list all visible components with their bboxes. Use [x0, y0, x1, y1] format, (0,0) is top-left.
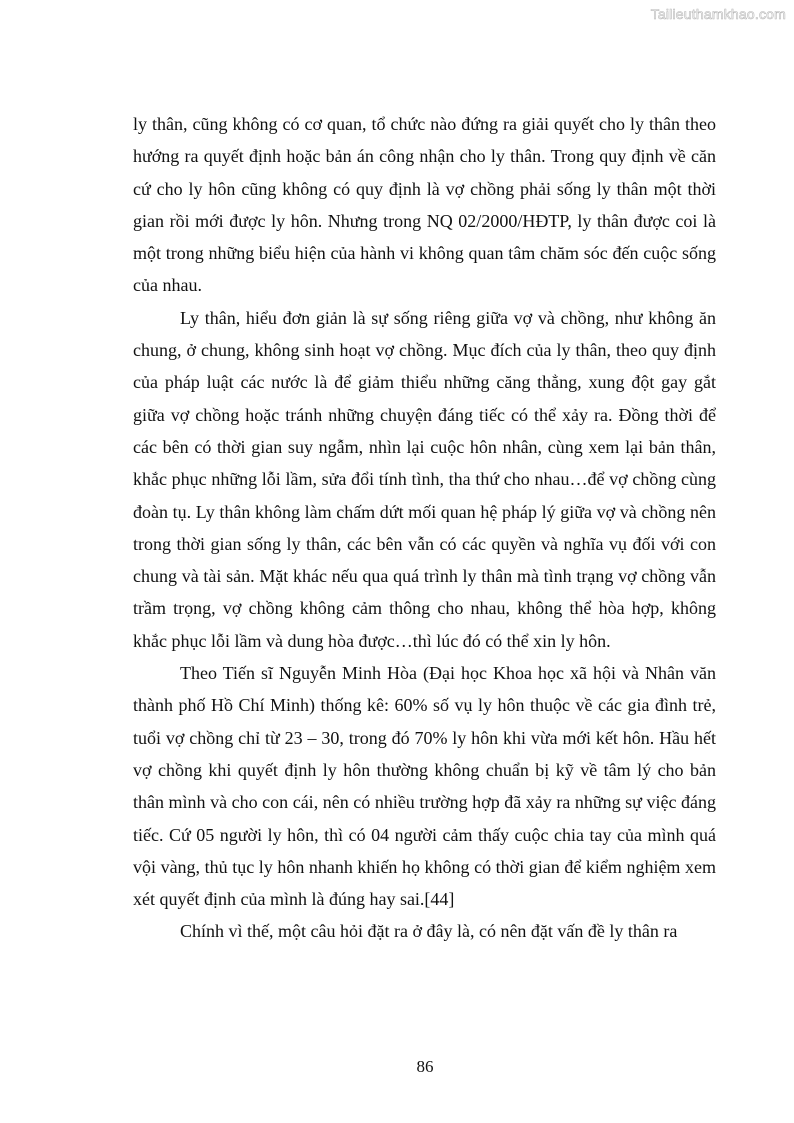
body-text [133, 108, 716, 948]
paragraph-statistics: Theo Tiến sĩ Nguyễn Minh Hòa (Đại học Khoa học xã hội và Nhân văn thành phố Hồ Chí Minh) thống kê: 60% số vụ ly hôn thuộc về các gia đình trẻ, tuổi vợ chồng chỉ từ 23 – 30, trong đó 70% ly hôn khi vừa mới kết hôn. Hầu hết vợ chồng khi quyết định ly hôn thường không chuẩn bị kỹ về tâm lý cho bản thân mình và cho con cái, nên có nhiều trường hợp đã xảy ra những sự việc đáng tiếc. Cứ 05 người ly hôn, thì có 04 người cảm thấy cuộc chia tay của mình quá vội vàng, thủ tục ly hôn nhanh khiến họ không có thời gian để kiểm nghiệm xem xét quyết định của mình là đúng hay sai.[44] [133, 663, 716, 910]
page-number: 86 [416, 1057, 434, 1076]
paragraph-separation-definition: Ly thân, hiểu đơn giản là sự sống riêng giữa vợ và chồng, như không ăn chung, ở chung, không sinh hoạt vợ chồng. Mục đích của ly thân, theo quy định của pháp luật các nước là để giảm thiểu những căng thẳng, xung đột gay gắt giữa vợ chồng hoặc tránh những chuyện đáng tiếc có thể xảy ra. Đồng thời để các bên có thời gian suy ngẫm, nhìn lại cuộc hôn nhân, cùng xem lại bản thân, khắc phục những lỗi lầm, sửa đổi tính tình, tha thứ cho nhau…để vợ chồng cùng đoàn tụ. Ly thân không làm chấm dứt mối quan hệ pháp lý giữa vợ và chồng nên trong thời gian sống ly thân, các bên vẫn có các quyền và nghĩa vụ đối với con chung và tài sản. Mặt khác nếu qua quá trình ly thân mà tình trạng vợ chồng vẫn trầm trọng, vợ chồng không cảm thông cho nhau, không thể hòa hợp, không khắc phục lỗi lầm và dung hòa được…thì lúc đó có thể xin ly hôn. [133, 307, 716, 651]
watermark: Tailieuthamkhao.com [650, 6, 786, 22]
paragraph-continuation: ly thân, cũng không có cơ quan, tổ chức nào đứng ra giải quyết cho ly thân theo hướng ra quyết định hoặc bản án công nhận cho ly thân. Trong quy định về căn cứ cho ly hôn cũng không có quy định là vợ chồng phải sống ly thân một thời gian rồi mới được ly hôn. Nhưng trong NQ 02/2000/HĐTP, ly thân được coi là một trong những biểu hiện của hành vi không quan tâm chăm sóc đến cuộc sống của nhau. [133, 114, 716, 296]
paragraph-question: Chính vì thế, một câu hỏi đặt ra ở đây là, có nên đặt vấn đề ly thân ra [180, 921, 678, 942]
